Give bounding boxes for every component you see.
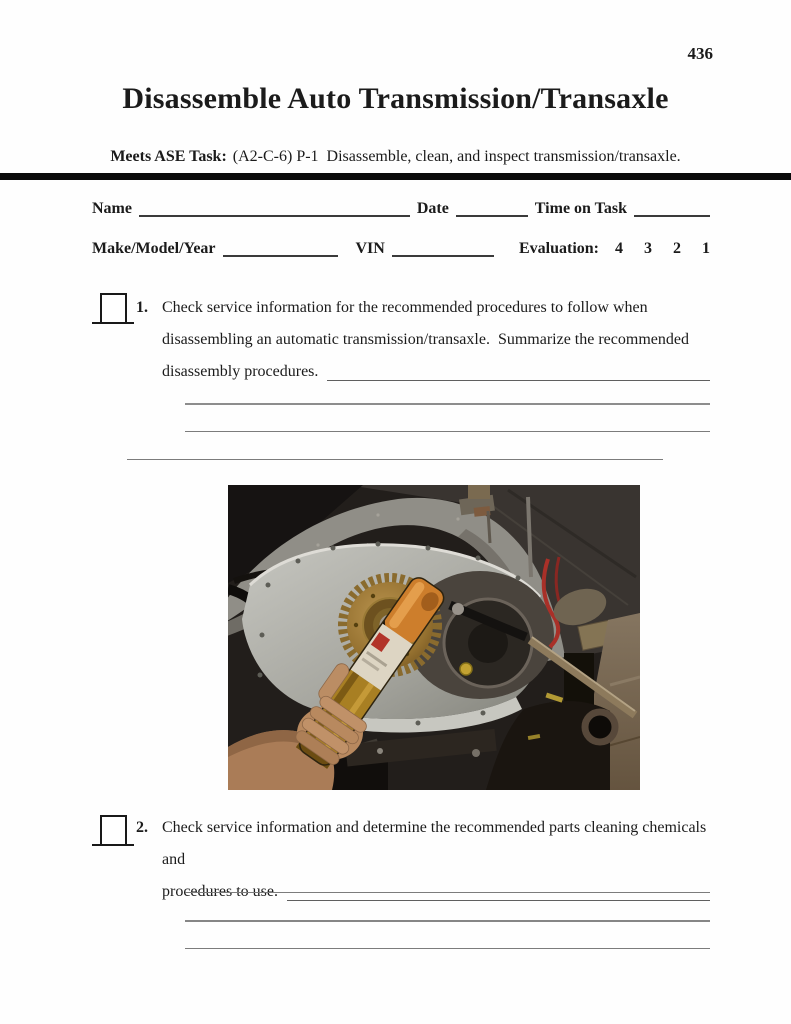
fill-plug bbox=[460, 663, 472, 675]
task-1-text bbox=[162, 292, 710, 388]
evaluation-score-4: 4 bbox=[615, 240, 623, 257]
checkbox-box bbox=[100, 293, 127, 324]
evaluation-label: Evaluation: bbox=[518, 240, 599, 257]
task-2-answer-line-2 bbox=[185, 920, 710, 922]
make-model-year-blank bbox=[223, 253, 339, 257]
make-model-year-label: Make/Model/Year bbox=[92, 240, 216, 257]
ase-task-line bbox=[0, 148, 791, 166]
checkbox-box bbox=[100, 815, 127, 846]
task-1-line-3: disassembly procedures. bbox=[162, 363, 319, 380]
date-blank bbox=[456, 213, 528, 217]
task-1-answer-line-1 bbox=[185, 403, 710, 405]
task-1-answer-line-3 bbox=[127, 459, 663, 460]
time-on-task-label: Time on Task bbox=[534, 200, 627, 217]
page-title: Disassemble Auto Transmission/Transaxle bbox=[122, 82, 669, 115]
page-number: 436 bbox=[687, 44, 713, 63]
task-2-answer-line-1 bbox=[185, 892, 710, 893]
task-2-answer-line-3 bbox=[185, 948, 710, 949]
task-1-line-2: disassembling an automatic transmission/transaxle. Summarize the recommended bbox=[162, 331, 689, 348]
evaluation-score-2: 2 bbox=[673, 240, 681, 257]
evaluation-score-3: 3 bbox=[644, 240, 652, 257]
task-2-answer-line-0 bbox=[287, 900, 710, 901]
task-1-checkbox bbox=[92, 293, 134, 325]
task-1-number: 1. bbox=[136, 299, 148, 316]
task-2-text bbox=[162, 812, 710, 908]
student-info-row bbox=[92, 200, 710, 218]
task-1-line-3-row bbox=[162, 356, 710, 388]
task-1-answer-line-0 bbox=[327, 380, 710, 381]
date-label: Date bbox=[416, 200, 449, 217]
task-2-number: 2. bbox=[136, 819, 148, 836]
evaluation-score-1: 1 bbox=[702, 240, 710, 257]
task-2-line-1: Check service information and determine the recommended parts cleaning chemicals and bbox=[162, 819, 711, 868]
vin-label: VIN bbox=[355, 240, 385, 257]
time-on-task-blank bbox=[634, 213, 710, 217]
task-2-checkbox bbox=[92, 815, 134, 847]
transmission-under-vehicle-photo bbox=[228, 485, 640, 790]
vehicle-info-row bbox=[92, 240, 710, 258]
task-2-line-2: procedures to use. bbox=[162, 883, 278, 900]
task-1-answer-line-2 bbox=[185, 431, 710, 432]
task-1-line-1: Check service information for the recommended procedures to follow when bbox=[162, 299, 648, 316]
ase-task-text: (A2-C-6) P-1 Disassemble, clean, and inspect transmission/transaxle. bbox=[232, 148, 681, 165]
ase-task-label: Meets ASE Task: bbox=[110, 148, 227, 165]
vin-blank bbox=[392, 253, 494, 257]
name-blank bbox=[139, 213, 410, 217]
divider-rule bbox=[0, 173, 791, 180]
name-label: Name bbox=[92, 200, 132, 217]
